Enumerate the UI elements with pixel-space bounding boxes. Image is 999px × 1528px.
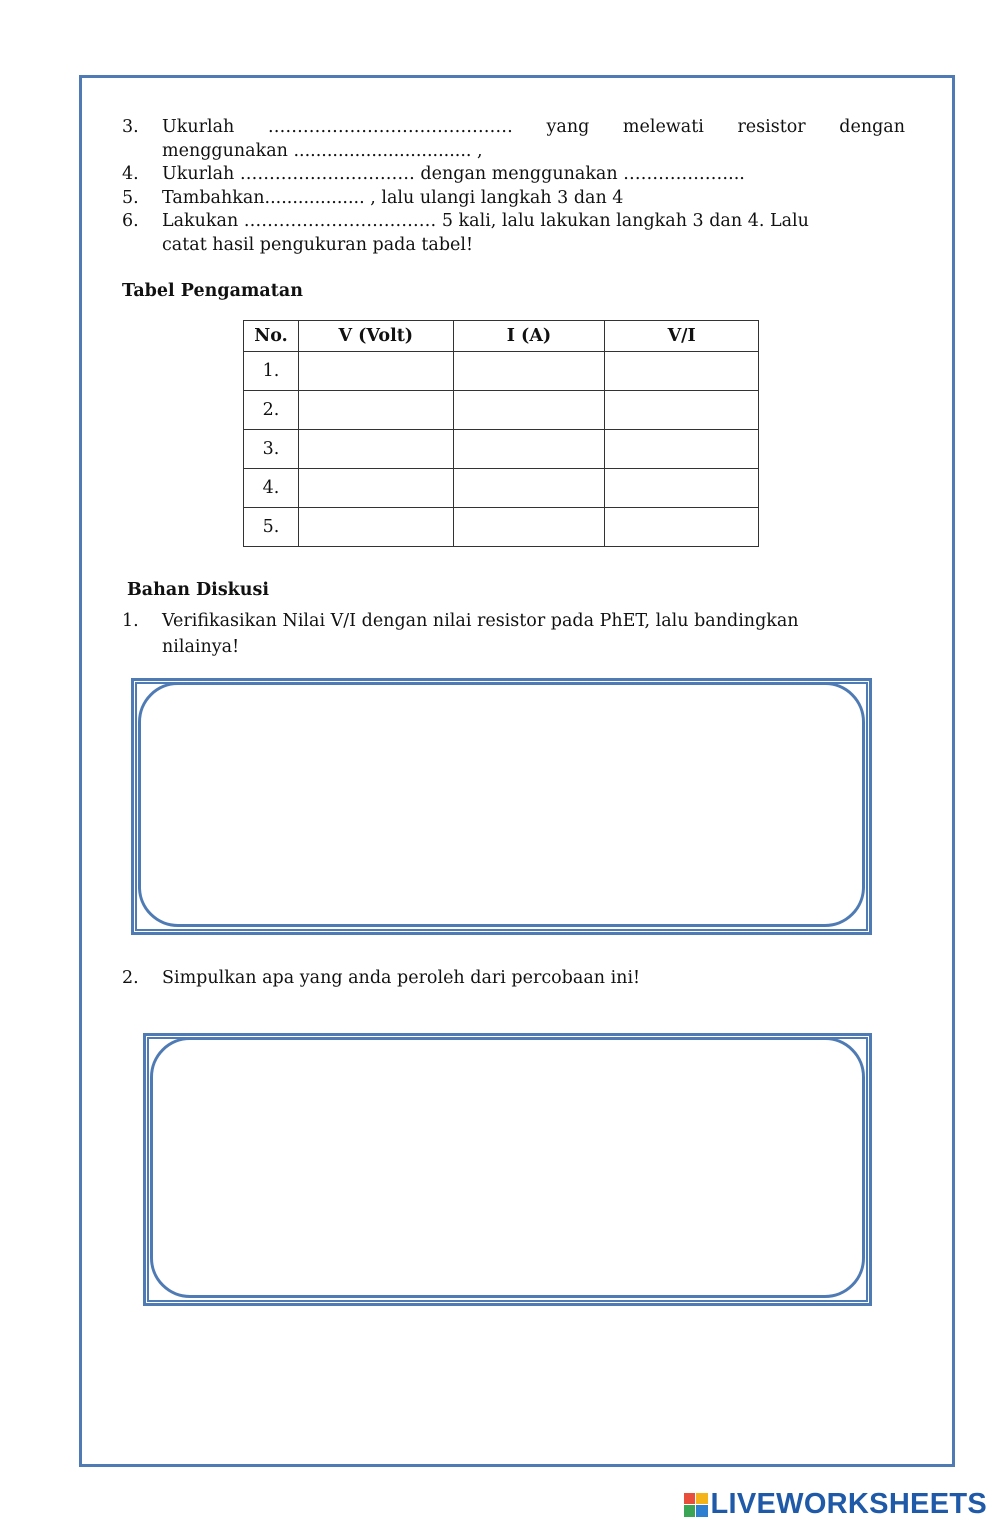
table-row [244, 391, 759, 430]
step-number: 5. [122, 187, 139, 208]
liveworksheets-logo-icon [684, 1493, 708, 1517]
ratio-cell[interactable] [605, 391, 759, 430]
row-number: 2. [244, 391, 299, 430]
answer-box-2[interactable] [143, 1033, 872, 1306]
brand-text: LIVEWORKSHEETS [710, 1488, 987, 1520]
table-row [244, 430, 759, 469]
step-text: menggunakan ................................ , [162, 140, 483, 161]
table-row [244, 352, 759, 391]
step-6 [122, 210, 905, 234]
ratio-cell[interactable] [605, 508, 759, 547]
header-ratio: V/I [605, 321, 759, 352]
table-title: Tabel Pengamatan [122, 281, 303, 301]
step-text: Ukurlah ………………………… dengan menggunakan ………………... [162, 164, 745, 184]
step-text: Ukurlah …………………………………… yang melewati resistor dengan [162, 117, 905, 137]
table-row [244, 508, 759, 547]
step-text: Tambahkan.................. , lalu ulangi langkah 3 dan 4 [162, 187, 624, 208]
logo-square [684, 1493, 696, 1505]
table-row [244, 469, 759, 508]
question-number: 2. [122, 968, 139, 988]
question-2 [122, 965, 882, 991]
step-number: 3. [122, 117, 139, 137]
table-header-row [244, 321, 759, 352]
voltage-cell[interactable] [298, 469, 453, 508]
ratio-cell[interactable] [605, 469, 759, 508]
current-cell[interactable] [453, 469, 605, 508]
voltage-cell[interactable] [298, 391, 453, 430]
row-number: 3. [244, 430, 299, 469]
question-1 [122, 608, 882, 660]
current-cell[interactable] [453, 391, 605, 430]
discussion-title: Bahan Diskusi [127, 580, 270, 600]
question-text-continued: nilainya! [162, 637, 240, 657]
step-3-continued [122, 140, 905, 164]
question-text: Verifikasikan Nilai V/I dengan nilai resistor pada PhET, lalu bandingkan [162, 611, 799, 631]
step-3 [122, 116, 905, 140]
step-4 [122, 163, 905, 187]
current-cell[interactable] [453, 508, 605, 547]
step-number: 6. [122, 211, 139, 231]
logo-square [696, 1505, 708, 1517]
current-cell[interactable] [453, 430, 605, 469]
voltage-cell[interactable] [298, 508, 453, 547]
header-voltage: V (Volt) [298, 321, 453, 352]
answer-box-1[interactable] [131, 678, 872, 935]
instruction-steps [122, 116, 905, 257]
header-current: I (A) [453, 321, 605, 352]
observation-table [243, 320, 759, 547]
header-no: No. [244, 321, 299, 352]
liveworksheets-brand[interactable] [684, 1488, 988, 1521]
question-number: 1. [122, 611, 139, 631]
row-number: 4. [244, 469, 299, 508]
step-text: catat hasil pengukuran pada tabel! [162, 234, 474, 255]
step-number: 4. [122, 164, 139, 184]
logo-square [696, 1493, 708, 1505]
row-number: 5. [244, 508, 299, 547]
current-cell[interactable] [453, 352, 605, 391]
ratio-cell[interactable] [605, 352, 759, 391]
step-6-continued [122, 234, 905, 258]
question-text: Simpulkan apa yang anda peroleh dari percobaan ini! [162, 968, 641, 988]
step-text: Lakukan …………………………… 5 kali, lalu lakukan langkah 3 dan 4. Lalu [162, 211, 809, 231]
row-number: 1. [244, 352, 299, 391]
voltage-cell[interactable] [298, 352, 453, 391]
logo-square [684, 1505, 696, 1517]
voltage-cell[interactable] [298, 430, 453, 469]
step-5 [122, 187, 905, 211]
ratio-cell[interactable] [605, 430, 759, 469]
